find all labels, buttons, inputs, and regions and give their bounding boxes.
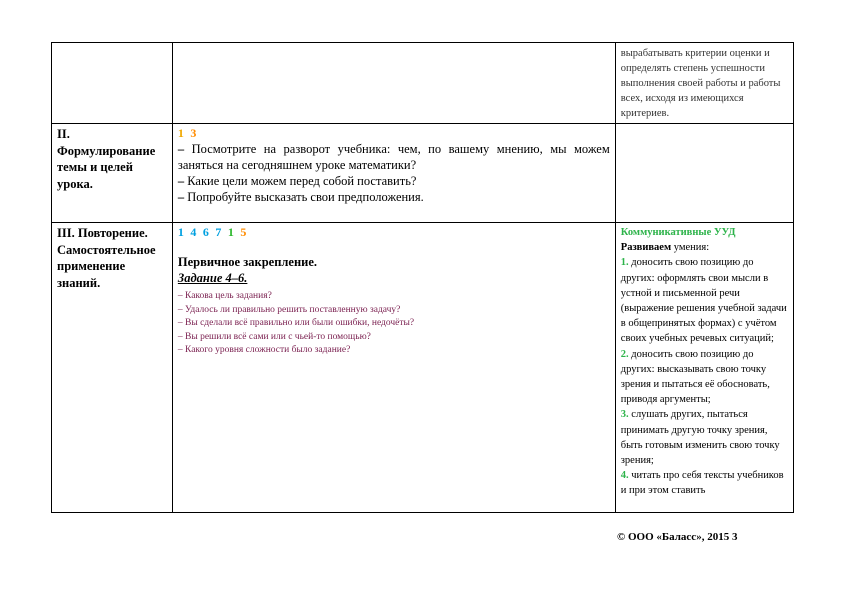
slide-number: 3	[190, 126, 197, 140]
stage-cell	[52, 223, 173, 513]
slide-numbers	[178, 126, 610, 141]
uud-intro: Развиваем умения:	[620, 242, 710, 254]
slide-number: 1	[177, 225, 185, 239]
slide-number: 4	[190, 225, 197, 239]
question: – Посмотрите на разворот учебника: чем, по вашему мнению, мы можем заняться на сегодняшнем уроке математики?	[177, 142, 610, 172]
stage-title: II. Формулирование темы и целей урока.	[57, 127, 156, 191]
uud-item: 1. доносить свою позицию до других: оформлять свои мысли в устной и письменной речи (выражение решения учебной задачи в общепринятых формах) с учётом своих учебных речевых ситуаций;	[620, 257, 787, 345]
table-row	[52, 43, 794, 124]
uud-title: Коммуникативные УУД	[620, 227, 736, 238]
slide-number: 5	[240, 225, 247, 239]
question: – Какие цели можем перед собой поставить?	[177, 174, 417, 188]
page-footer	[617, 531, 737, 543]
slide-number: 1	[227, 225, 235, 239]
reflection-question: – Какого уровня сложности было задание?	[177, 345, 351, 355]
slide-number: 7	[215, 225, 222, 239]
task-reference: Задание 4–6.	[177, 271, 248, 285]
copyright-symbol: ©	[617, 531, 626, 543]
lesson-plan-table	[51, 42, 794, 513]
uud-continuation-text: вырабатывать критерии оценки и определять степень успешности выполнения своей работы и работы всех, исходя из имеющихся критериев.	[620, 48, 781, 119]
uud-cell	[615, 124, 793, 223]
question: – Попробуйте высказать свои предположения.	[177, 190, 424, 204]
reflection-question: – Какова цель задания?	[177, 291, 272, 301]
reflection-question: – Вы сделали всё правильно или были ошибки, недочёты?	[177, 318, 415, 328]
slide-number: 1	[177, 126, 185, 140]
content-cell	[172, 124, 615, 223]
uud-item: 3. слушать других, пытаться принимать другую точку зрения, быть готовым изменить свою точку зрения;	[620, 409, 780, 467]
uud-item: 4. читать про себя тексты учебников и при этом ставить	[620, 470, 784, 497]
uud-cell	[615, 43, 793, 124]
section-heading: Первичное закрепление.	[177, 255, 318, 269]
reflection-questions	[178, 290, 610, 358]
uud-description	[621, 225, 788, 499]
table-row	[52, 223, 794, 513]
footer-text: ООО «Баласс», 2015 3	[625, 531, 738, 543]
uud-item: 2. доносить свою позицию до других: высказывать свою точку зрения и пытаться её обосновать, приводя аргументы;	[620, 348, 770, 406]
content-cell	[172, 223, 615, 513]
stage-cell	[52, 43, 173, 124]
slide-number: 6	[202, 225, 210, 239]
stage-title: III. Повторение. Самостоятельное применение знаний.	[57, 226, 156, 290]
slide-numbers	[178, 225, 610, 240]
content-cell	[172, 43, 615, 124]
uud-cell	[615, 223, 793, 513]
stage-cell	[52, 124, 173, 223]
reflection-question: – Удалось ли правильно решить поставленную задачу?	[177, 304, 401, 315]
table-row	[52, 124, 794, 223]
reflection-question: – Вы решили всё сами или с чьей-то помощью?	[177, 331, 371, 342]
